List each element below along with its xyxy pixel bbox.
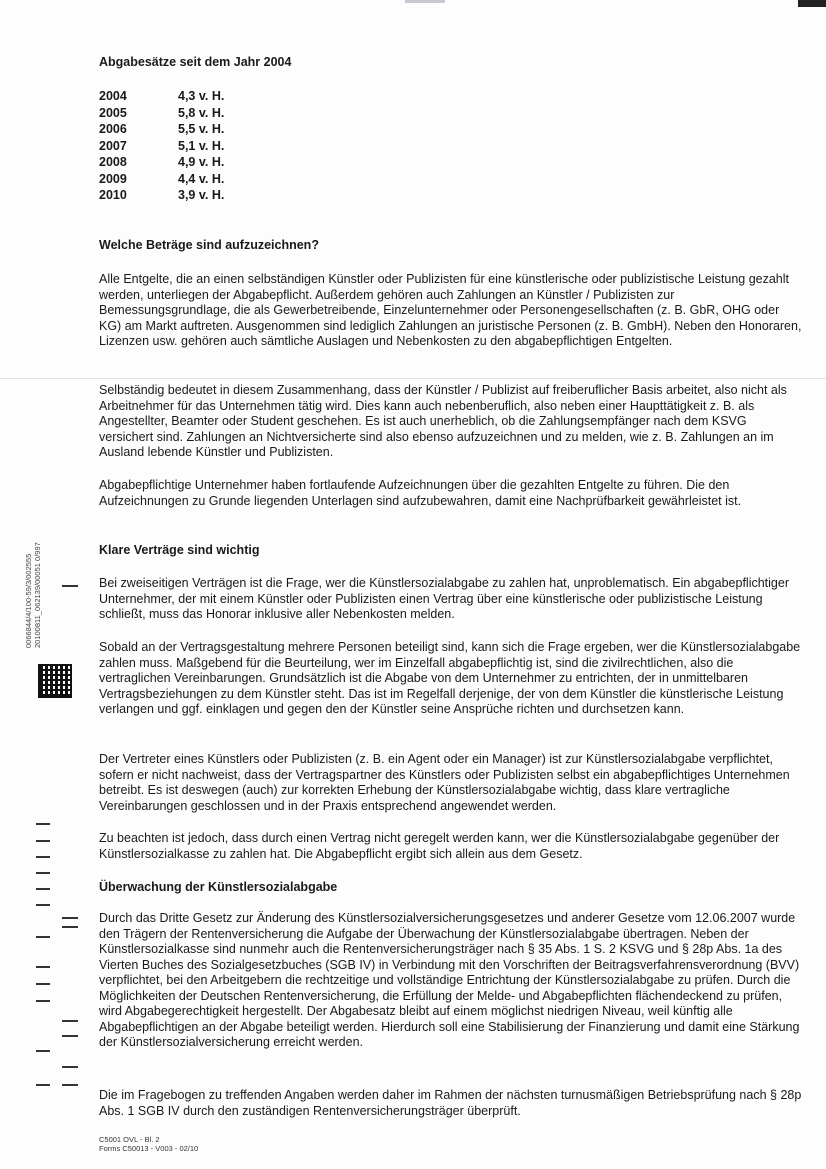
rate-row <box>99 171 224 188</box>
margin-mark <box>36 936 50 938</box>
barcode-text-line2: 20100811_062139/00051 0/997 <box>33 542 42 648</box>
rate-value: 4,3 v. H. <box>178 89 225 103</box>
margin-mark <box>62 1084 78 1086</box>
footer-line2: Forms C50013 - V003 - 02/10 <box>99 1144 199 1153</box>
rate-value: 5,1 v. H. <box>178 138 225 153</box>
margin-mark <box>62 1020 78 1022</box>
margin-mark <box>36 904 50 906</box>
barcode-text <box>24 542 42 648</box>
heading-rates: Abgabesätze seit dem Jahr 2004 <box>99 55 292 69</box>
paragraph: Abgabepflichtige Unternehmer haben fortlaufende Aufzeichnungen über die gezahlten Entgelte zu führen. Die den Aufzeichnungen zu Grunde liegenden Unterlagen sind aufzubewahren, damit eine Nachprüfbarkeit gewährleistet ist. <box>99 478 742 508</box>
rate-value: 4,9 v. H. <box>178 155 225 169</box>
heading-contracts: Klare Verträge sind wichtig <box>99 543 260 557</box>
paragraph: Sobald an der Vertragsgestaltung mehrere Personen beteiligt sind, kann sich die Frage ergeben, wer die Künstlersozialabgabe zahlen muss. Maßgebend für die Beurteilung, wer im Einzelfall abgabepflichtig ist, sind die zivilrechtlichen, also die vertraglichen Vereinbarungen. Grundsätzlich ist die Abgabe von dem Unternehmer zu entrichten, der in unmittelbaren Vertragsbeziehungen zu dem Künstler steht. Das ist im Regelfall derjenige, der von dem Künstler die künstlerische Leistung verlangen und ggf. einklagen und gegen den der Künstler seine Ansprüche richten und durchsetzen kann. <box>99 640 801 716</box>
margin-mark <box>36 888 50 890</box>
rate-value: 3,9 v. H. <box>178 188 225 202</box>
rate-year: 2007 <box>99 138 127 153</box>
margin-mark <box>62 917 78 919</box>
barcode-text-line1: 0066844/4/100-59/3/002555 <box>24 553 33 648</box>
rate-year: 2009 <box>99 171 127 186</box>
paragraph: Der Vertreter eines Künstlers oder Publizisten (z. B. ein Agent oder ein Manager) ist zur Künstlersozialabgabe verpflichtet, sofern er nicht nachweist, dass der Vertragspartner des Künstlers oder Publizisten selbst ein abgabepflichtiges Unternehmen betreibt. Es ist deswegen (auch) zur korrekten Erhebung der Künstlersozialabgabe wichtig, dass klare vertragliche Vereinbarungen geschlossen und in der Praxis entsprechend angewendet werden. <box>99 752 790 813</box>
margin-mark <box>62 1066 78 1068</box>
rate-row <box>99 154 224 171</box>
form-footer <box>99 1135 198 1153</box>
rate-row <box>99 88 224 105</box>
margin-mark <box>36 1000 50 1002</box>
paragraph: Durch das Dritte Gesetz zur Änderung des Künstlersozialversicherungsgesetzes und anderer Gesetze vom 12.06.2007 wurde den Trägern der Rentenversicherung die Aufgabe der Überwachung der Künstlersozialabgabe übertragen. Neben der Künstlersozialkasse sind nunmehr auch die Rentenversicherungsträger nach § 35 Abs. 1 S. 2 KSVG und § 28p Abs. 1a des Vierten Buches des Sozialgesetzbuches (SGB IV) in Verbindung mit den Vorschriften der Beitragsverfahrensverordnung (BVV) verpflichtet, bei den Arbeitgebern die rechtzeitige und vollständige Entrichtung der Künstlersozialabgabe zu prüfen. Durch die Möglichkeiten der Deutschen Rentenversicherung, die Erfüllung der Melde- und Abgabepflichten flächendeckend zu prüfen, wird Abgabegerechtigkeit hergestellt. Der Abgabesatz bleibt auf einem möglichst niedrigen Niveau, weil künftig alle Abgabepflichtigen an der Abgabe beteiligt werden. Hierdurch soll eine Stabilisierung der Finanzierung und damit eine Stärkung der Künstlersozialversicherung erreicht werden. <box>99 911 800 1049</box>
fold-line <box>0 378 826 379</box>
heading-amounts: Welche Beträge sind aufzuzeichnen? <box>99 238 319 252</box>
rate-row <box>99 138 224 155</box>
margin-mark <box>36 1084 50 1086</box>
rate-value: 5,8 v. H. <box>178 105 225 120</box>
margin-mark <box>62 585 78 587</box>
margin-mark <box>36 840 50 842</box>
rate-row <box>99 105 224 122</box>
paragraph: Zu beachten ist jedoch, dass durch einen Vertrag nicht geregelt werden kann, wer die Künstlersozialabgabe gegenüber der Künstlersozialkasse zu zahlen hat. Die Abgabepflicht ergibt sich allein aus dem Gesetz. <box>99 831 780 861</box>
margin-mark <box>36 856 50 858</box>
margin-mark <box>36 872 50 874</box>
margin-mark <box>62 926 78 928</box>
rates-table <box>99 88 224 204</box>
rate-year: 2006 <box>99 122 127 136</box>
rate-year: 2010 <box>99 188 127 202</box>
heading-monitoring: Überwachung der Künstlersozialabgabe <box>99 880 338 894</box>
rate-row <box>99 121 224 138</box>
paragraph: Selbständig bedeutet in diesem Zusammenhang, dass der Künstler / Publizist auf freiberuflicher Basis arbeitet, also nicht als Arbeitnehmer für das Unternehmen tätig wird. Dies kann auch nebenberuflich, also neben einer Haupttätigkeit z. B. als Angestellter, Beamter oder Student geschehen. Es ist auch unerheblich, ob die Zahlungsempfänger nach dem KSVG versichert sind. Zahlungen an Nichtversicherte sind also ebenso aufzuzeichnen und zu melden, wie z. B. Zahlungen an im Ausland lebende Künstler und Publizisten. <box>99 383 787 459</box>
scan-mark-corner <box>798 0 826 7</box>
rate-row <box>99 187 224 204</box>
rate-year: 2008 <box>99 155 127 169</box>
paragraph: Die im Fragebogen zu treffenden Angaben werden daher im Rahmen der nächsten turnusmäßigen Betriebsprüfung nach § 28p Abs. 1 SGB IV durch den zuständigen Rentenversicherungsträger überprüft. <box>99 1088 802 1118</box>
footer-line1: C5001 OVL - Bl. 2 <box>99 1135 160 1144</box>
datamatrix-code <box>40 666 70 696</box>
margin-mark <box>36 966 50 968</box>
paragraph: Alle Entgelte, die an einen selbständigen Künstler oder Publizisten für eine künstlerische oder publizistische Leistung gezahlt werden, unterliegen der Abgabepflicht. Außerdem gehören auch Zahlungen an Künstler / Publizisten zur Bemessungsgrundlage, die als Gewerbetreibende, Einzelunternehmer oder Personengesellschaften (z. B. GbR, OHG oder KG) am Markt auftreten. Ausgenommen sind lediglich Zahlungen an juristische Personen (z. B. GmbH). Neben den Honoraren, Lizenzen usw. gehören auch sämtliche Auslagen und Nebenkosten zu den abgabepflichtigen Entgelten. <box>99 272 802 348</box>
paragraph: Bei zweiseitigen Verträgen ist die Frage, wer die Künstlersozialabgabe zu zahlen hat, unproblematisch. Ein abgabepflichtiger Unternehmer, der mit einem Künstler oder Publizisten einen Vertrag über eine künstlerische oder publizistische Leistung schließt, muss das Honorar inklusive aller Nebenkosten melden. <box>99 576 789 621</box>
margin-mark <box>62 1035 78 1037</box>
scan-mark-top <box>405 0 445 3</box>
margin-mark <box>36 983 50 985</box>
rate-year: 2005 <box>99 105 127 120</box>
margin-mark <box>36 823 50 825</box>
rate-value: 5,5 v. H. <box>178 122 225 136</box>
margin-mark <box>36 1050 50 1052</box>
rate-year: 2004 <box>99 89 127 103</box>
rate-value: 4,4 v. H. <box>178 171 225 186</box>
